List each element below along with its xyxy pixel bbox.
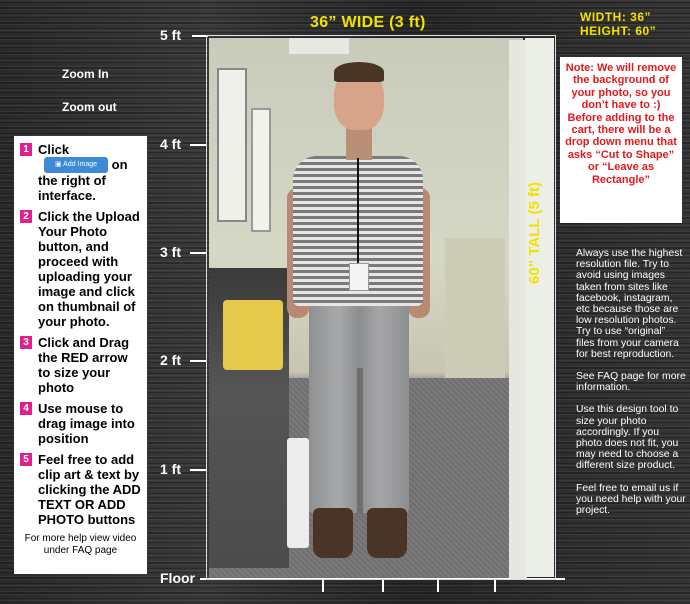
instructions-panel bbox=[14, 136, 147, 574]
bottom-tick bbox=[382, 580, 384, 592]
photo-doorway bbox=[445, 238, 505, 398]
step-text: Feel free to add clip art & text by clicking the ADD TEXT OR ADD PHOTO buttons bbox=[38, 452, 141, 527]
person-hair bbox=[334, 62, 384, 82]
add-image-button[interactable]: ▣ Add Image bbox=[44, 157, 108, 173]
photo-wall-frame bbox=[251, 108, 271, 232]
person-boot bbox=[313, 508, 353, 558]
ruler-label-4ft: 4 ft bbox=[160, 136, 181, 152]
instruction-step-4 bbox=[20, 401, 141, 446]
floor-label: Floor bbox=[160, 570, 195, 586]
ruler-tick bbox=[190, 144, 206, 146]
person-badge bbox=[349, 263, 369, 291]
ruler-tick bbox=[190, 469, 206, 471]
uploaded-photo[interactable] bbox=[209, 38, 523, 577]
upload-photo-emphasis: Upload Your Photo bbox=[38, 209, 140, 239]
ruler-label-1ft: 1 ft bbox=[160, 461, 181, 477]
photo-canvas[interactable] bbox=[206, 35, 556, 580]
step-number: 3 bbox=[20, 336, 32, 349]
tips-panel bbox=[576, 248, 686, 527]
tip-email: Feel free to email us if you need help with your project. bbox=[576, 482, 686, 517]
photo-wall-frame bbox=[217, 68, 247, 222]
instruction-step-5 bbox=[20, 452, 141, 527]
note-box bbox=[560, 57, 682, 223]
ruler-label-2ft: 2 ft bbox=[160, 352, 181, 368]
step-text: Use mouse to drag image into position bbox=[38, 401, 135, 446]
width-dimension: WIDTH: 36” bbox=[580, 10, 651, 24]
help-note: For more help view video under FAQ page bbox=[24, 533, 137, 556]
bottom-tick bbox=[322, 580, 324, 592]
add-image-label: Add Image bbox=[63, 161, 98, 168]
step-number: 1 bbox=[20, 143, 32, 156]
photo-ceiling bbox=[289, 38, 349, 54]
ruler-tick bbox=[190, 360, 206, 362]
ruler-label-3ft: 3 ft bbox=[160, 244, 181, 260]
step-text: Click and Drag the RED arrow to size your photo bbox=[38, 335, 130, 395]
step-number: 2 bbox=[20, 210, 32, 223]
instruction-step-1 bbox=[20, 142, 141, 203]
step-text: on the right of interface. bbox=[38, 157, 128, 203]
dimensions-readout bbox=[580, 10, 656, 38]
height-title: 60” TALL (5 ft) bbox=[526, 182, 543, 284]
step-text: button, and proceed with uploading your image and click on thumbnail of your photo. bbox=[38, 239, 136, 329]
photo-chair bbox=[223, 300, 283, 370]
instruction-step-3 bbox=[20, 335, 141, 395]
ruler-tick bbox=[190, 252, 206, 254]
step-text: Click bbox=[38, 142, 70, 157]
step-text: Click the bbox=[38, 209, 96, 224]
bottom-tick bbox=[494, 580, 496, 592]
step-number: 5 bbox=[20, 453, 32, 466]
photo-bag bbox=[287, 438, 309, 548]
zoom-out-button[interactable]: Zoom out bbox=[62, 100, 117, 114]
step-number: 4 bbox=[20, 402, 32, 415]
ruler-label-5ft: 5 ft bbox=[160, 27, 181, 43]
note-cut-option: Before adding to the cart, there will be a drop down menu that asks “Cut to Shape” or “Leave as Rectangle” bbox=[565, 111, 677, 186]
instruction-step-2 bbox=[20, 209, 141, 329]
person-lanyard bbox=[357, 158, 359, 263]
height-dimension: HEIGHT: 60” bbox=[580, 24, 657, 38]
person-neck bbox=[346, 126, 372, 160]
note-background-removal: Note: We will remove the background of your photo, so you don’t have to :) bbox=[565, 62, 677, 112]
person-jeans-gap bbox=[357, 368, 363, 513]
tip-resolution: Always use the highest resolution file. Try to avoid using images taken from sites like facebook, instagram, etc because those are low resolution photos. Try to use “original” files from your camera for best reproduction. bbox=[576, 248, 683, 360]
zoom-in-button[interactable]: Zoom In bbox=[62, 67, 109, 81]
tip-sizing: Use this design tool to size your photo accordingly. If you photo does not fit, you may need to choose a different size product. bbox=[576, 404, 679, 472]
tip-faq: See FAQ page for more information. bbox=[576, 371, 686, 394]
width-title: 36” WIDE (3 ft) bbox=[310, 14, 426, 31]
person-boot bbox=[367, 508, 407, 558]
bottom-tick bbox=[437, 580, 439, 592]
